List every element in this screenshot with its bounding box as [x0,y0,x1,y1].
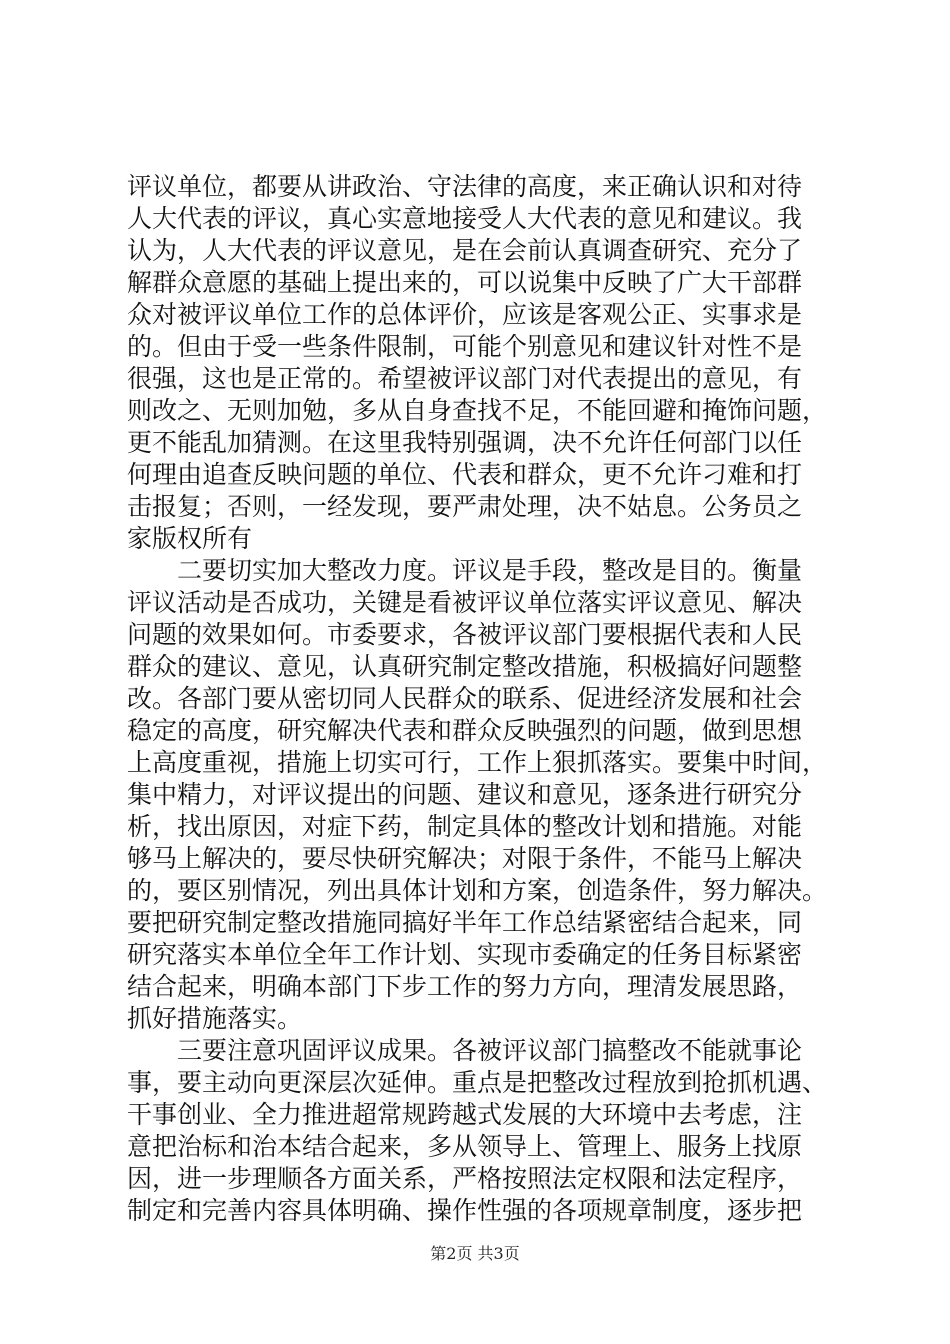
text-line: 抓好措施落实。 [127,1004,303,1033]
text-line: 何理由追查反映问题的单位、代表和群众，更不允许刁难和打 [127,460,803,489]
text-line: 评议单位，都要从讲政治、守法律的高度，来正确认识和对待 [127,172,803,201]
text-line: 解群众意愿的基础上提出来的，可以说集中反映了广大干部群 [127,268,803,297]
text-line: 评议活动是否成功，关键是看被评议单位落实评议意见、解决 [127,588,803,617]
text-line: 改。各部门要从密切同人民群众的联系、促进经济发展和社会 [127,684,803,713]
text-line: 更不能乱加猜测。在这里我特别强调，决不允许任何部门以任 [127,428,803,457]
text-line: 事，要主动向更深层次延伸。重点是把整改过程放到抢抓机遇、 [127,1068,828,1097]
text-line: 要把研究制定整改措施同搞好半年工作总结紧密结合起来，同 [127,908,803,937]
document-body [127,171,827,1227]
text-line: 群众的建议、意见，认真研究制定整改措施，积极搞好问题整 [127,652,803,681]
text-line: 家版权所有 [127,524,253,553]
text-line: 制定和完善内容具体明确、操作性强的各项规章制度，逐步把 [127,1196,803,1225]
text-line: 击报复；否则，一经发现，要严肃处理，决不姑息。公务员之 [127,492,803,521]
text-line: 研究落实本单位全年工作计划、实现市委确定的任务目标紧密 [127,940,803,969]
text-line: 的，要区别情况，列出具体计划和方案，创造条件，努力解决。 [127,876,828,905]
text-line: 三要注意巩固评议成果。各被评议部门搞整改不能就事论 [127,1036,803,1065]
text-line: 则改之、无则加勉，多从自身查找不足，不能回避和掩饰问题， [127,396,828,425]
text-line: 稳定的高度，研究解决代表和群众反映强烈的问题，做到思想 [127,716,803,745]
text-line: 众对被评议单位工作的总体评价，应该是客观公正、实事求是 [127,300,803,329]
text-line: 因，进一步理顺各方面关系，严格按照法定权限和法定程序， [127,1164,803,1193]
text-line: 二要切实加大整改力度。评议是手段，整改是目的。衡量 [127,556,803,585]
page-footer: 第2页 共3页 [430,1244,520,1263]
text-line: 干事创业、全力推进超常规跨越式发展的大环境中去考虑，注 [127,1100,803,1129]
text-line: 很强，这也是正常的。希望被评议部门对代表提出的意见，有 [127,364,803,393]
text-line: 认为，人大代表的评议意见，是在会前认真调查研究、充分了 [127,236,803,265]
text-line: 人大代表的评议，真心实意地接受人大代表的意见和建议。我 [127,204,803,233]
text-line: 意把治标和治本结合起来，多从领导上、管理上、服务上找原 [127,1132,803,1161]
text-line: 结合起来，明确本部门下步工作的努力方向，理清发展思路， [127,972,803,1001]
text-line: 的。但由于受一些条件限制，可能个别意见和建议针对性不是 [127,332,803,361]
text-line: 问题的效果如何。市委要求，各被评议部门要根据代表和人民 [127,620,803,649]
text-line: 上高度重视，措施上切实可行，工作上狠抓落实。要集中时间， [127,748,828,777]
text-line: 够马上解决的，要尽快研究解决；对限于条件，不能马上解决 [127,844,803,873]
text-line: 集中精力，对评议提出的问题、建议和意见，逐条进行研究分 [127,780,803,809]
text-line: 析，找出原因，对症下药，制定具体的整改计划和措施。对能 [127,812,803,841]
